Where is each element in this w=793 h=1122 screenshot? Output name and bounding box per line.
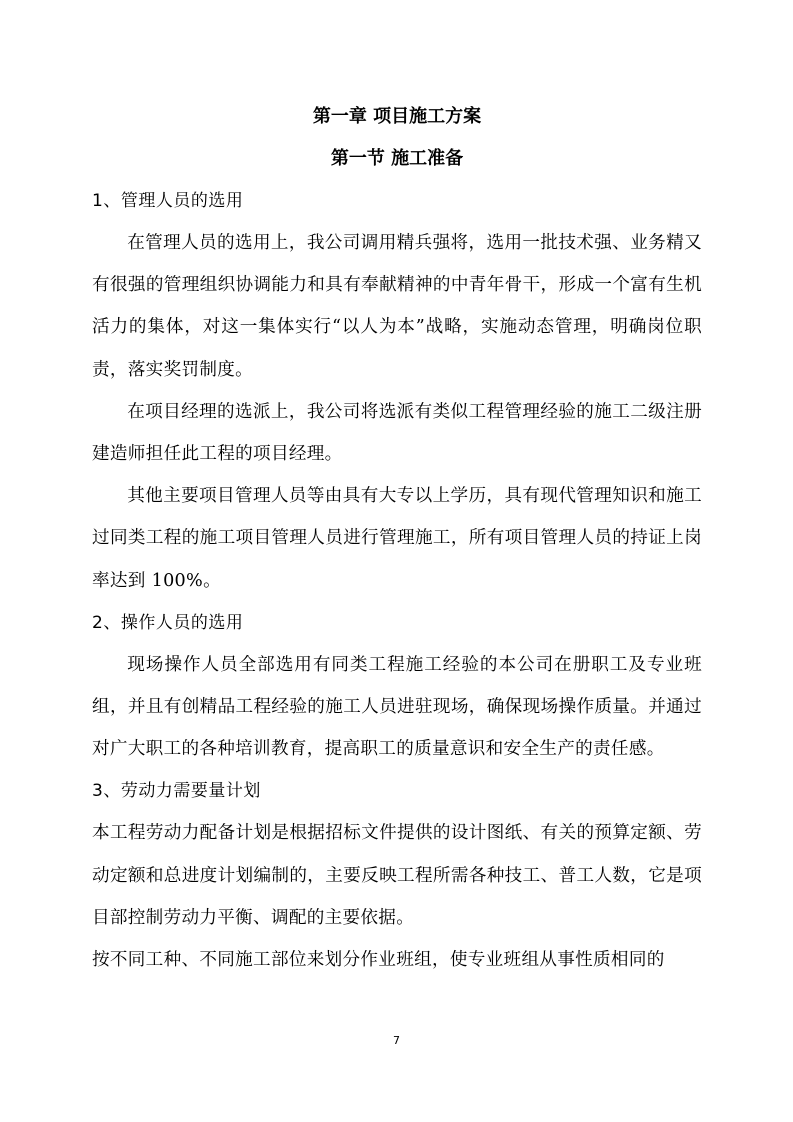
subsection-heading-operators: 2、操作人员的选用 [92,612,244,633]
paragraph-labor-plan-basis: 本工程劳动力配备计划是根据招标文件提供的设计图纸、有关的预算定额、劳动定额和总进度计划编制的，主要反映工程所需各种技工、普工人数，它是项目部控制劳动力平衡、调配的主要依据。 [92,823,702,928]
paragraph-work-teams: 按不同工种、不同施工部位来划分作业班组，使专业班组从事性质相同的 [92,950,665,971]
subsection-heading-labor-plan: 3、劳动力需要量计划 [92,781,261,802]
paragraph-other-managers: 其他主要项目管理人员等由具有大专以上学历，具有现代管理知识和施工过同类工程的施工项目管理人员进行管理施工，所有项目管理人员的持证上岗率达到 100%。 [92,486,702,591]
section-title: 第一节 施工准备 [330,148,464,169]
chapter-title: 第一章 项目施工方案 [312,106,482,127]
paragraph-operators-selection: 现场操作人员全部选用有同类工程施工经验的本公司在册职工及专业班组，并且有创精品工程经验的施工人员进驻现场，确保现场操作质量。并通过对广大职工的各种培训教育，提高职工的质量意识和安全生产的责任感。 [92,654,702,760]
paragraph-management-selection: 在管理人员的选用上，我公司调用精兵强将，选用一批技术强、业务精又有很强的管理组织协调能力和具有奉献精神的中青年骨干，形成一个富有生机活力的集体，对这一集体实行“以人为本”战略，实施动态管理，明确岗位职责，落实奖罚制度。 [92,233,702,380]
paragraph-project-manager: 在项目经理的选派上，我公司将选派有类似工程管理经验的施工二级注册建造师担任此工程的项目经理。 [92,401,702,465]
page-number: 7 [393,1034,400,1047]
page-content [92,96,702,981]
subsection-heading-management-staff: 1、管理人员的选用 [92,191,244,211]
